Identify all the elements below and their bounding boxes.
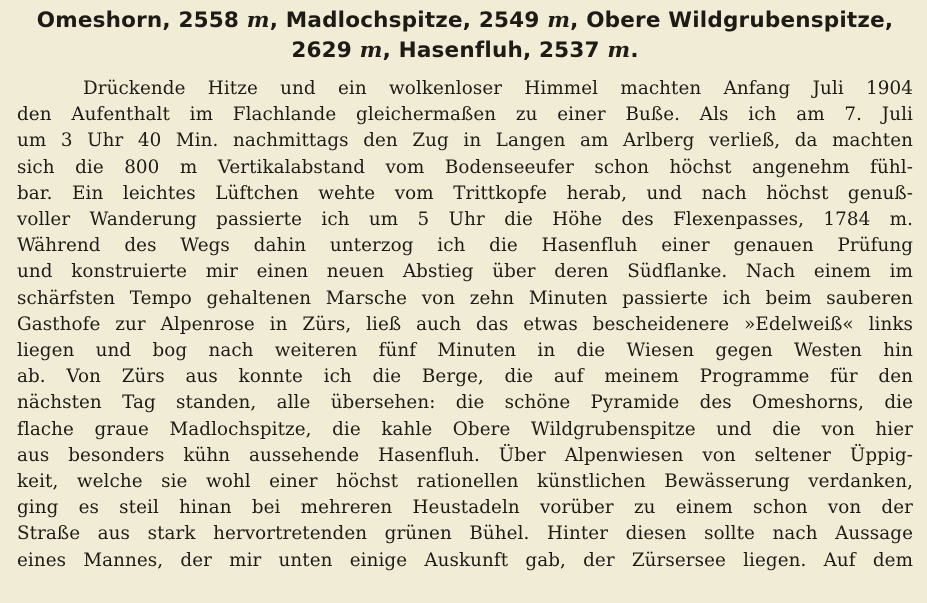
text-line: und konstruierte mir einen neuen Abstieg über deren Südflanke. Nach einem im: [17, 261, 913, 283]
unit-meter: m: [547, 8, 571, 33]
heading-line-2: 2629 m, Hasenfluh, 2537 m.: [291, 38, 639, 63]
unit-meter: m: [607, 38, 631, 63]
text-line: liegen und bog nach weiteren fünf Minuten in die Wiesen gegen Westen hin: [17, 340, 913, 362]
text-line: flache graue Madlochspitze, die kahle Obere Wildgrubenspitze und die von hier: [17, 418, 913, 440]
text-line: Drückende Hitze und ein wolkenloser Himmel machten Anfang Juli 1904: [83, 78, 913, 99]
text-line: nächsten Tag standen, alle übersehen: die schöne Pyramide des Omeshorns, die: [17, 392, 913, 414]
text-line: den Aufenthalt im Flachlande gleichermaßen zu einer Buße. Als ich am 7. Juli: [17, 104, 913, 126]
body-paragraph: [17, 76, 913, 574]
text-line: schärfsten Tempo gehaltenen Marsche von zehn Minuten passierte ich beim sauberen: [17, 287, 913, 309]
text-line: Während des Wegs dahin unterzog ich die Hasenfluh einer genauen Prüfung: [17, 235, 913, 257]
text-line: um 3 Uhr 40 Min. nachmittags den Zug in Langen am Arlberg verließ, da machten: [17, 130, 913, 152]
text-line: bar. Ein leichtes Lüftchen wehte vom Trittkopfe herab, und nach höchst genuß-: [17, 182, 913, 204]
unit-meter: m: [246, 8, 270, 33]
text-line: sich die 800 m Vertikalabstand vom Bodenseeufer schon höchst angenehm fühl-: [17, 156, 913, 178]
text-line: voller Wanderung passierte ich um 5 Uhr die Höhe des Flexenpasses, 1784 m.: [17, 209, 913, 231]
text-line: ging es steil hinan bei mehreren Heustadeln vorüber zu einem schon von der: [17, 497, 913, 519]
text-line: Gasthofe zur Alpenrose in Zürs, ließ auch das etwas bescheidenere »Edelweiß« links: [17, 313, 913, 335]
heading-line-1: Omeshorn, 2558 m, Madlochspitze, 2549 m, Obere Wildgrubenspitze,: [36, 8, 894, 33]
text-line: ab. Von Zürs aus konnte ich die Berge, die auf meinem Programme für den: [17, 366, 913, 388]
text-line: aus besonders kühn aussehende Hasenfluh. Über Alpenwiesen von seltener Üppig-: [17, 444, 913, 466]
text-line: Straße aus stark hervortretenden grünen Bühel. Hinter diesen sollte nach Aussage: [17, 523, 913, 545]
unit-meter: m: [359, 38, 383, 63]
text-line: eines Mannes, der mir unten einige Auskunft gab, der Zürsersee liegen. Auf dem: [17, 549, 913, 571]
section-heading: [17, 6, 913, 66]
text-line: keit, welche sie wohl einer höchst rationellen künstlichen Bewässerung verdanken,: [17, 471, 913, 493]
